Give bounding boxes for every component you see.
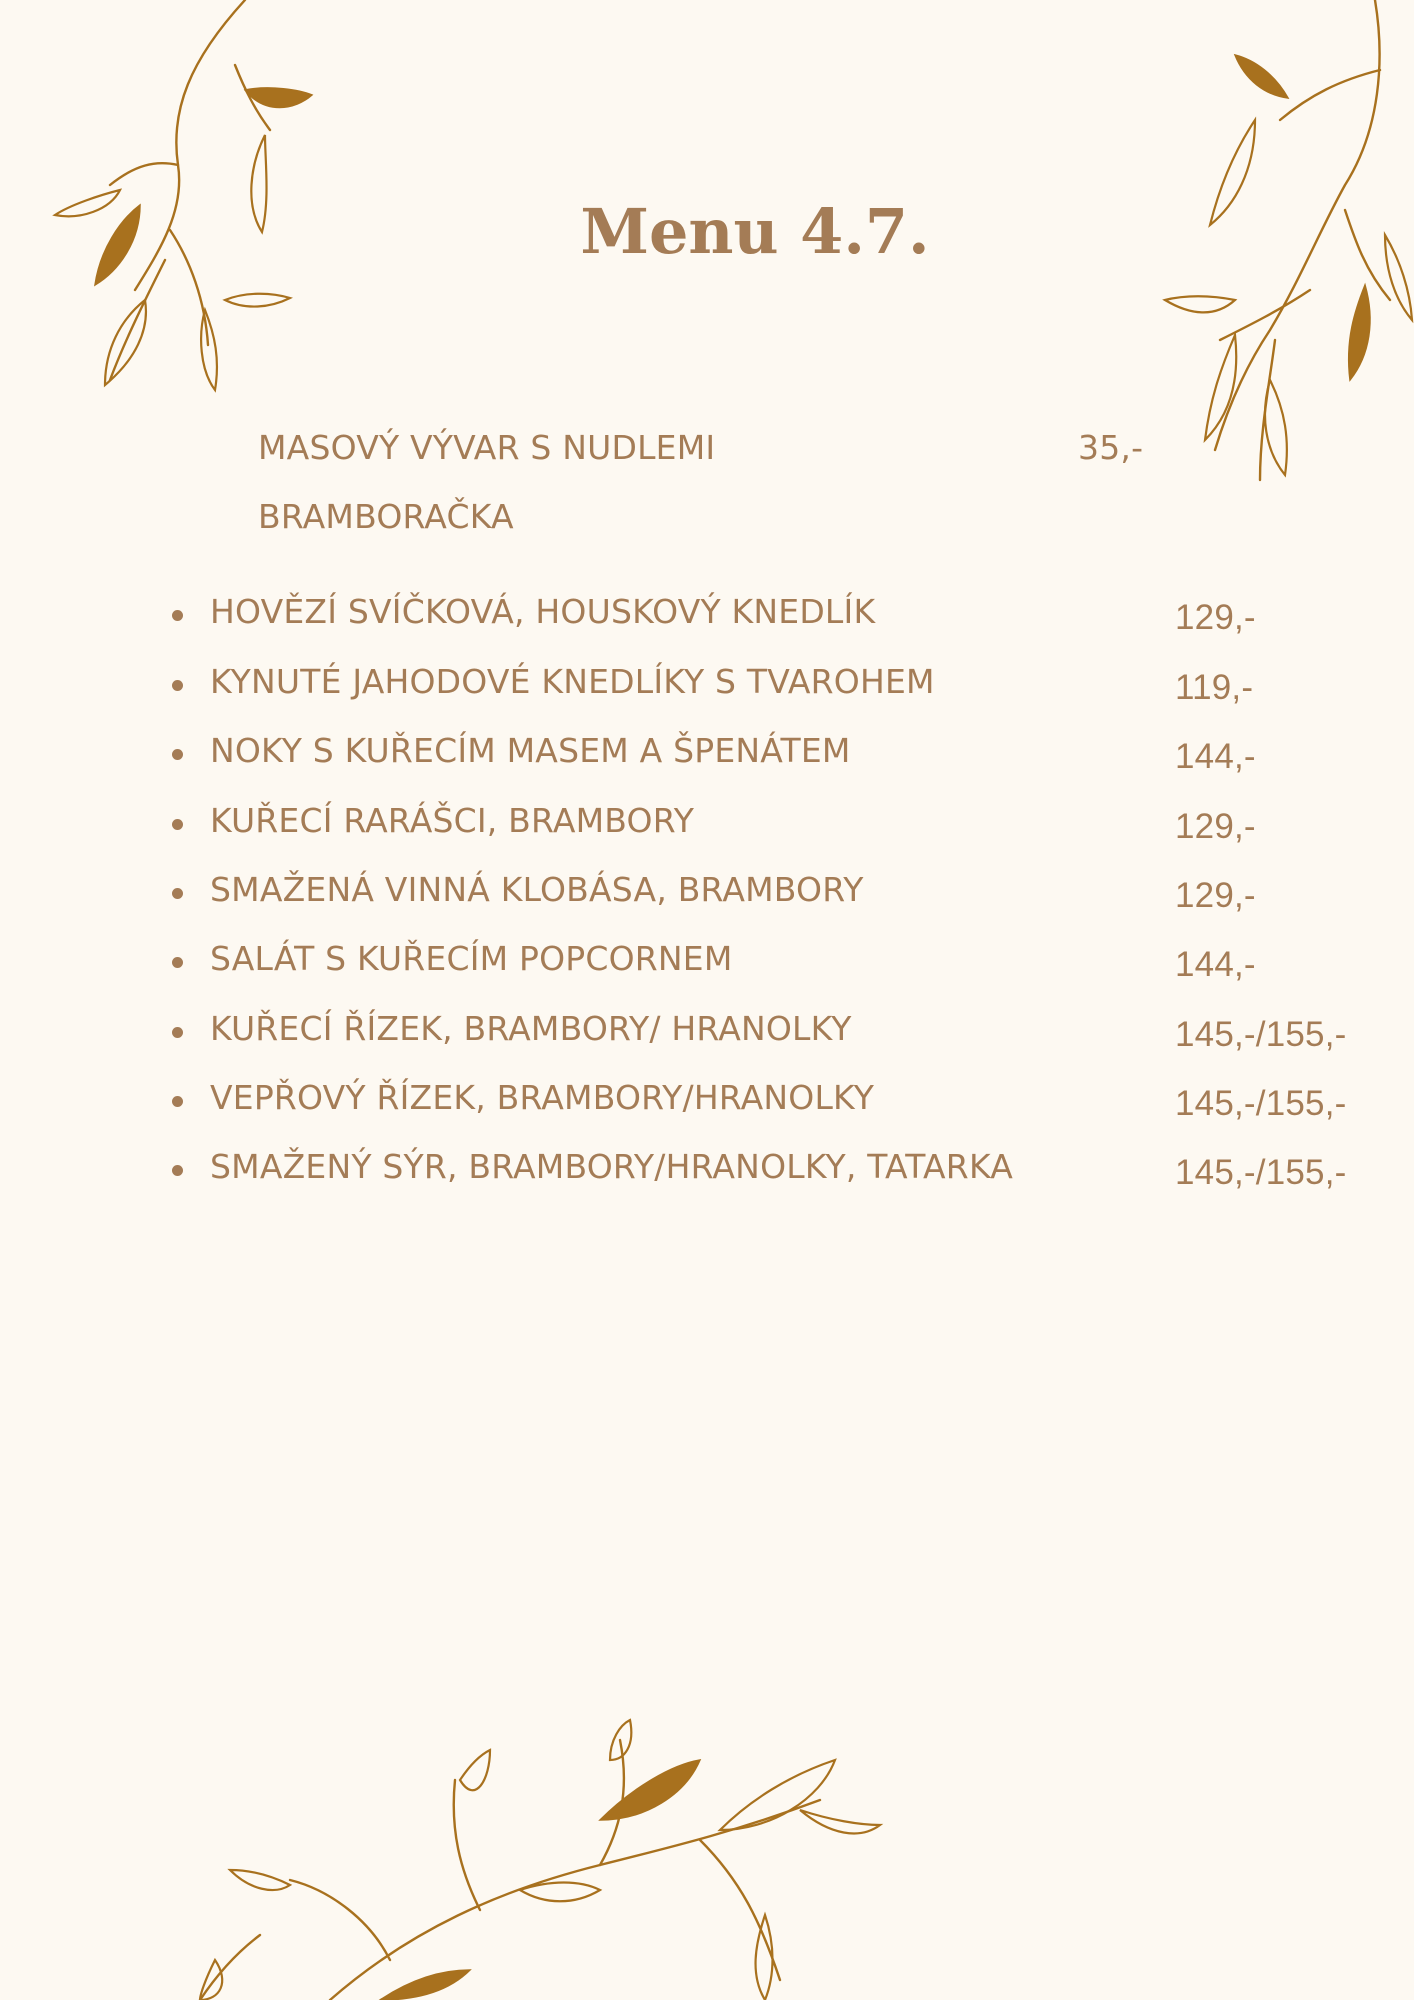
bullet-icon: [172, 1027, 183, 1038]
dish-price: 129,-: [1175, 876, 1256, 915]
bullet-icon: [172, 610, 183, 621]
soup-price: 35,-: [1078, 428, 1144, 467]
dish-price: 145,-/155,-: [1175, 1015, 1347, 1054]
dish-name: NOKY S KUŘECÍM MASEM A ŠPENÁTEM: [210, 731, 851, 770]
dish-name: KYNUTÉ JAHODOVÉ KNEDLÍKY S TVAROHEM: [210, 662, 935, 701]
dish-name: SALÁT S KUŘECÍM POPCORNEM: [210, 939, 733, 978]
dish-name: HOVĚZÍ SVÍČKOVÁ, HOUSKOVÝ KNEDLÍK: [210, 592, 876, 631]
bullet-icon: [172, 888, 183, 899]
dish-price: 144,-: [1175, 945, 1256, 984]
bullet-icon: [172, 819, 183, 830]
bullet-icon: [172, 749, 183, 760]
soup-name: MASOVÝ VÝVAR S NUDLEMI: [258, 428, 716, 467]
dish-price: 129,-: [1175, 807, 1256, 846]
dish-name: SMAŽENÁ VINNÁ KLOBÁSA, BRAMBORY: [210, 870, 864, 909]
soup-name: BRAMBORAČKA: [258, 497, 514, 536]
bullet-icon: [172, 680, 183, 691]
dish-price: 145,-/155,-: [1175, 1153, 1347, 1192]
dish-price: 119,-: [1175, 668, 1254, 707]
bullet-icon: [172, 1165, 183, 1176]
dish-name: VEPŘOVÝ ŘÍZEK, BRAMBORY/HRANOLKY: [210, 1078, 875, 1117]
dish-price: 129,-: [1175, 598, 1256, 637]
menu-title: Menu 4.7.: [580, 195, 930, 268]
dish-price: 144,-: [1175, 737, 1256, 776]
dish-name: KUŘECÍ ŘÍZEK, BRAMBORY/ HRANOLKY: [210, 1009, 852, 1048]
bullet-icon: [172, 957, 183, 968]
bullet-icon: [172, 1096, 183, 1107]
dish-name: KUŘECÍ RARÁŠCI, BRAMBORY: [210, 801, 695, 840]
leaf-branch-bottom-icon: [180, 1720, 900, 2000]
dish-name: SMAŽENÝ SÝR, BRAMBORY/HRANOLKY, TATARKA: [210, 1147, 1013, 1186]
dish-price: 145,-/155,-: [1175, 1084, 1347, 1123]
